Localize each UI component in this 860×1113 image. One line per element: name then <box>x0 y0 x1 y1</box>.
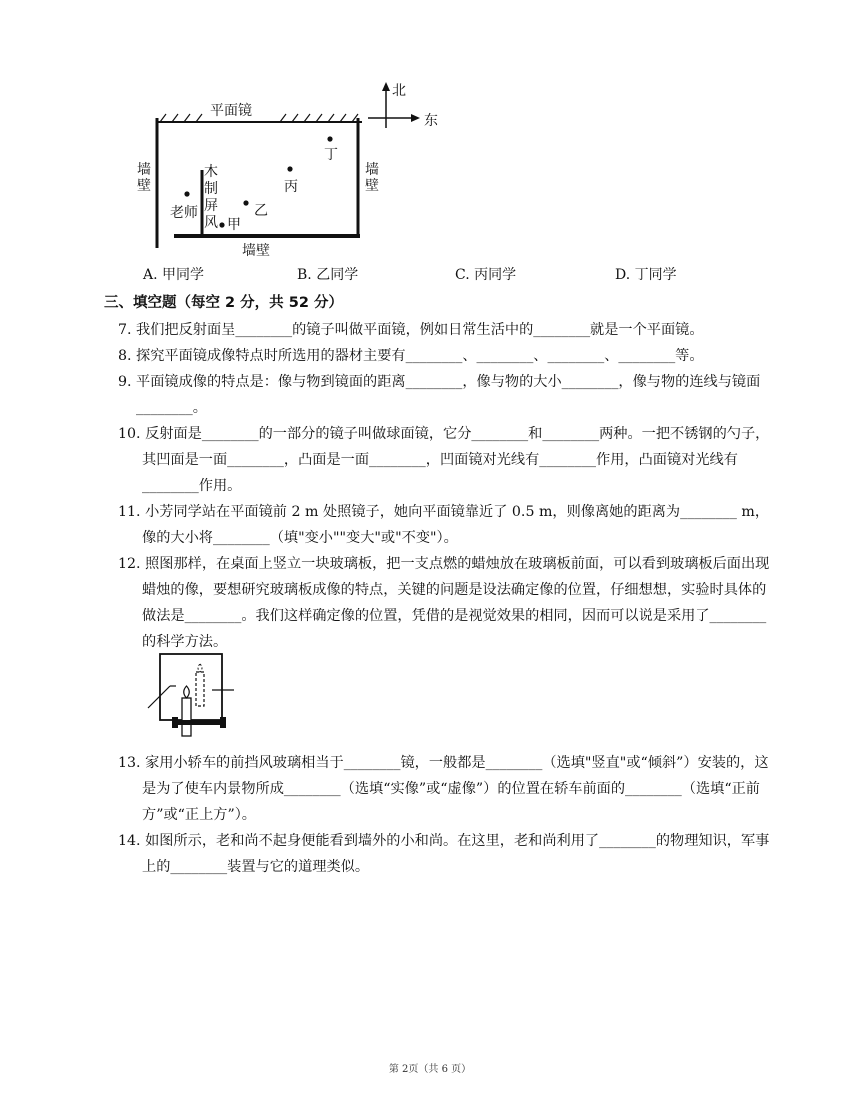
bing-label: 丙 <box>284 179 298 195</box>
question-12-text: 12. 照图那样，在桌面上竖立一块玻璃板，把一支点燃的蜡烛放在玻璃板前面，可以看到玻璃板后面出现蜡烛的像，要想研究玻璃板成像的特点，关键的问题是设法确定像的位置，仔细想想，实验时具体的做法是________。我们这样确定像的位置，凭借的是视觉效果的相同，因而可以说是采用了________的科学方法。 <box>118 556 770 650</box>
page-footer: 第 2页（共 6 页） <box>388 1064 472 1075</box>
screen-label: 木制屏风 <box>204 164 218 231</box>
left-wall-label: 墙壁 <box>137 162 151 194</box>
room-diagram <box>130 78 450 258</box>
question-9 <box>118 369 778 421</box>
candle-glass-figure <box>146 650 236 742</box>
bottom-wall-label: 墙壁 <box>242 243 270 259</box>
question-9-text: 9. 平面镜成像的特点是：像与物到镜面的距离________，像与物的大小________，像与物的连线与镜面________。 <box>118 374 761 416</box>
right-wall-label: 墙壁 <box>365 162 379 194</box>
jia-label: 甲 <box>227 217 241 233</box>
mirror-label: 平面镜 <box>210 103 252 119</box>
question-7 <box>118 317 778 343</box>
question-13-text: 13. 家用小轿车的前挡风玻璃相当于________镜，一般都是________（选填"竖直"或“倾斜”）安装的，这是为了使车内景物所成________（选填“实像”或“虚像”）的位置在轿车前面的________（选填“正前方”或“正上方”）。 <box>118 755 769 823</box>
question-12 <box>118 551 778 655</box>
option-c: C. 丙同学 <box>455 267 517 283</box>
room-diagram-lines <box>130 78 450 258</box>
option-d: D. 丁同学 <box>615 267 677 283</box>
question-8-text: 8. 探究平面镜成像特点时所选用的器材主要有________、________、________、________等。 <box>118 348 704 364</box>
question-14 <box>118 828 778 880</box>
question-7-text: 7. 我们把反射面呈________的镜子叫做平面镜，例如日常生活中的________就是一个平面镜。 <box>118 322 704 338</box>
ding-label: 丁 <box>324 147 338 163</box>
question-11-text: 11. 小芳同学站在平面镜前 2 m 处照镜子，她向平面镜靠近了 0.5 m，则像离她的距离为________ m，像的大小将________（填"变小""变大"或"不变"）。 <box>118 504 770 546</box>
section-title: 三、填空题（每空 2 分，共 52 分） <box>104 295 343 311</box>
north-label: 北 <box>392 83 406 99</box>
question-11 <box>118 499 778 551</box>
question-13 <box>118 750 778 828</box>
question-10-text: 10. 反射面是________的一部分的镜子叫做球面镜，它分________和________两种。一把不锈钢的勺子，其凹面是一面________，凸面是一面________，凹面镜对光线有________作用，凸面镜对光线有________作用。 <box>118 426 770 494</box>
question-10 <box>118 421 778 499</box>
option-a: A. 甲同学 <box>143 267 205 283</box>
question-14-text: 14. 如图所示，老和尚不起身便能看到墙外的小和尚。在这里，老和尚利用了________的物理知识，军事上的________装置与它的道理类似。 <box>118 833 770 875</box>
question-8 <box>118 343 778 369</box>
east-label: 东 <box>424 113 438 129</box>
yi-label: 乙 <box>254 203 268 219</box>
teacher-label: 老师 <box>170 205 198 221</box>
option-b: B. 乙同学 <box>297 267 359 283</box>
